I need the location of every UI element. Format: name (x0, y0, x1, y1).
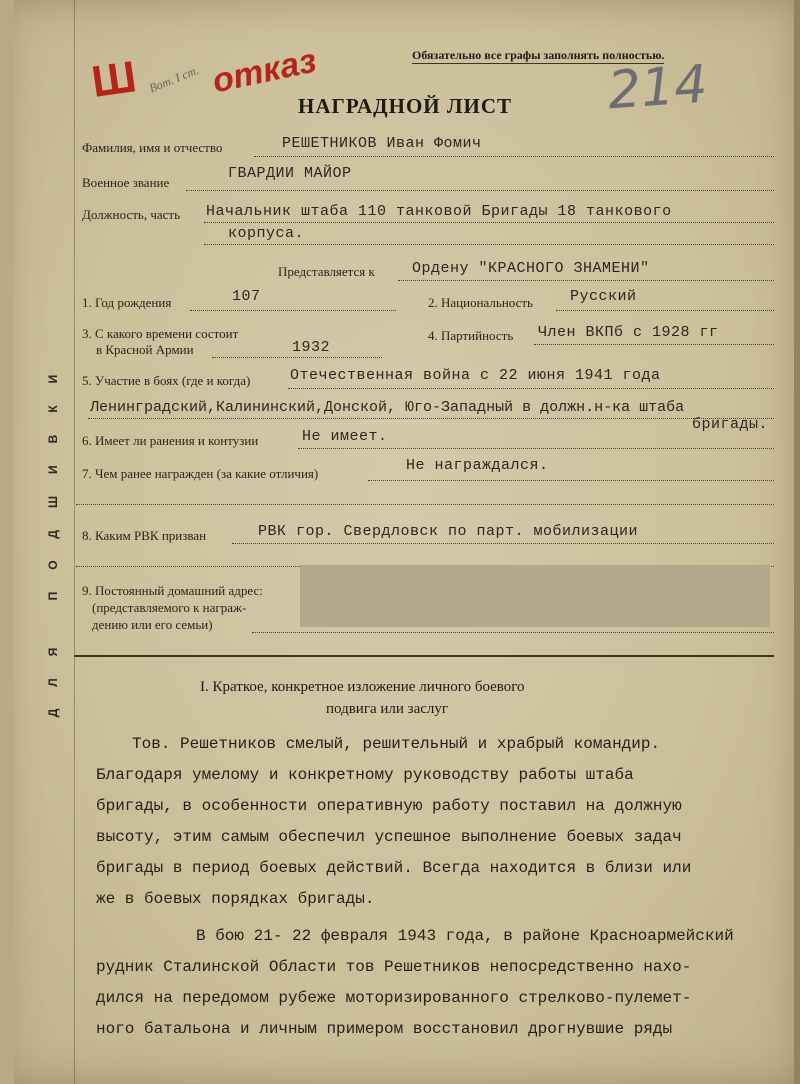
position-line-2 (204, 244, 774, 245)
page-title: НАГРАДНОЙ ЛИСТ (298, 94, 513, 118)
citation-text (96, 729, 780, 1045)
address-label-1: 9. Постоянный домашний адрес: (82, 583, 263, 598)
side-binding-text: ДЛЯ ПОДШИВКИ (46, 352, 60, 718)
rank-line (186, 190, 774, 191)
birth-label: 1. Год рождения (82, 295, 172, 310)
rank-value: ГВАРДИИ МАЙОР (228, 165, 352, 182)
citation-line: бригады, в особенности оперативную работу поставил на должную (96, 797, 682, 815)
battles-line-1 (288, 388, 774, 389)
citation-line: Благодаря умелому и конкретному руководству работы штаба (96, 766, 634, 784)
citation-line: В бою 21- 22 февраля 1943 года, в районе Красноармейский (196, 927, 734, 945)
citation-line: бригады в период боевых действий. Всегда находится в близи или (96, 859, 692, 877)
citation-line: ного батальона и личным примером восстановил дрогнувшие ряды (96, 1020, 673, 1038)
battles-value-3: бригады. (692, 416, 769, 433)
awards-label: 7. Чем ранее награжден (за какие отличия) (82, 466, 319, 481)
nationality-value: Русский (570, 288, 637, 305)
wounds-label: 6. Имеет ли ранения и контузии (82, 433, 259, 448)
section-heading-2: подвига или заслуг (326, 701, 449, 717)
nominated-value: Ордену "КРАСНОГО ЗНАМЕНИ" (412, 260, 650, 277)
name-value: РЕШЕТНИКОВ Иван Фомич (282, 135, 482, 152)
rvk-line (232, 543, 774, 544)
address-line (252, 632, 774, 633)
citation-line: высоту, этим самым обеспечил успешное выполнение боевых задач (96, 828, 682, 846)
birth-value: 107 (232, 288, 261, 305)
position-label: Должность, часть (82, 207, 181, 222)
army-since-value: 1932 (292, 339, 331, 356)
awards-value: Не награждался. (406, 457, 549, 474)
instruction-note: Обязательно все графы заполнять полностью. (412, 48, 665, 62)
nominated-line (398, 280, 774, 281)
address-redaction (300, 565, 770, 627)
position-value-2: корпуса. (228, 225, 305, 242)
rank-label: Военное звание (82, 175, 170, 190)
party-value: Член ВКПб с 1928 гг (538, 324, 719, 341)
side-binding-label (38, 300, 68, 770)
awards-line-1 (368, 480, 774, 481)
nationality-line (556, 310, 774, 311)
citation-line: дился на передомом рубеже моторизированного стрелково-пулемет- (96, 989, 692, 1007)
pencil-note: Вот. I ст. (147, 62, 201, 96)
birth-line (190, 310, 396, 311)
rvk-label: 8. Каким РВК призван (82, 528, 207, 543)
address-label-2: (представляемого к награж- (92, 600, 247, 615)
paper-edge-right (794, 0, 800, 1084)
party-line (534, 344, 774, 345)
army-since-label-1: 3. С какого времени состоит (82, 326, 239, 341)
citation-line: же в боевых порядках бригады. (96, 890, 375, 908)
nationality-label: 2. Национальность (428, 295, 533, 310)
nominated-label: Представляется к (278, 264, 375, 279)
wounds-value: Не имеет. (302, 428, 388, 445)
citation-line: Тов. Решетников смелый, решительный и храбрый командир. (132, 735, 661, 753)
party-label: 4. Партийность (428, 328, 514, 343)
page-number: 214 (606, 54, 710, 122)
name-line (254, 156, 774, 157)
army-since-label-2: в Красной Армии (96, 342, 194, 357)
section-heading-1: I. Краткое, конкретное изложение личного боевого (200, 679, 525, 695)
paper-edge-left (0, 0, 14, 1084)
name-label: Фамилия, имя и отчество (82, 140, 223, 155)
wounds-line (298, 448, 774, 449)
rvk-value: РВК гор. Свердловск по парт. мобилизации (258, 523, 639, 540)
stamp-code: Ш (88, 52, 140, 107)
citation-line: рудник Сталинской Области тов Решетников непосредственно нахо- (96, 958, 692, 976)
position-value-1: Начальник штаба 110 танковой Бригады 18 танкового (206, 203, 672, 220)
section-divider (74, 655, 774, 657)
army-since-line (212, 357, 382, 358)
battles-value-1: Отечественная война с 22 июня 1941 года (290, 367, 661, 384)
margin-rule (74, 0, 75, 1084)
address-label-3: дению или его семьи) (92, 617, 213, 632)
battles-value-2: Ленинградский,Калининский,Донской, Юго-Западный в должн.н-ка штаба (90, 399, 685, 416)
position-line-1 (204, 222, 774, 223)
battles-label: 5. Участие в боях (где и когда) (82, 373, 251, 388)
awards-line-2 (76, 504, 774, 505)
battles-line-2 (88, 418, 774, 419)
rejection-stamp: отказ (209, 41, 320, 101)
